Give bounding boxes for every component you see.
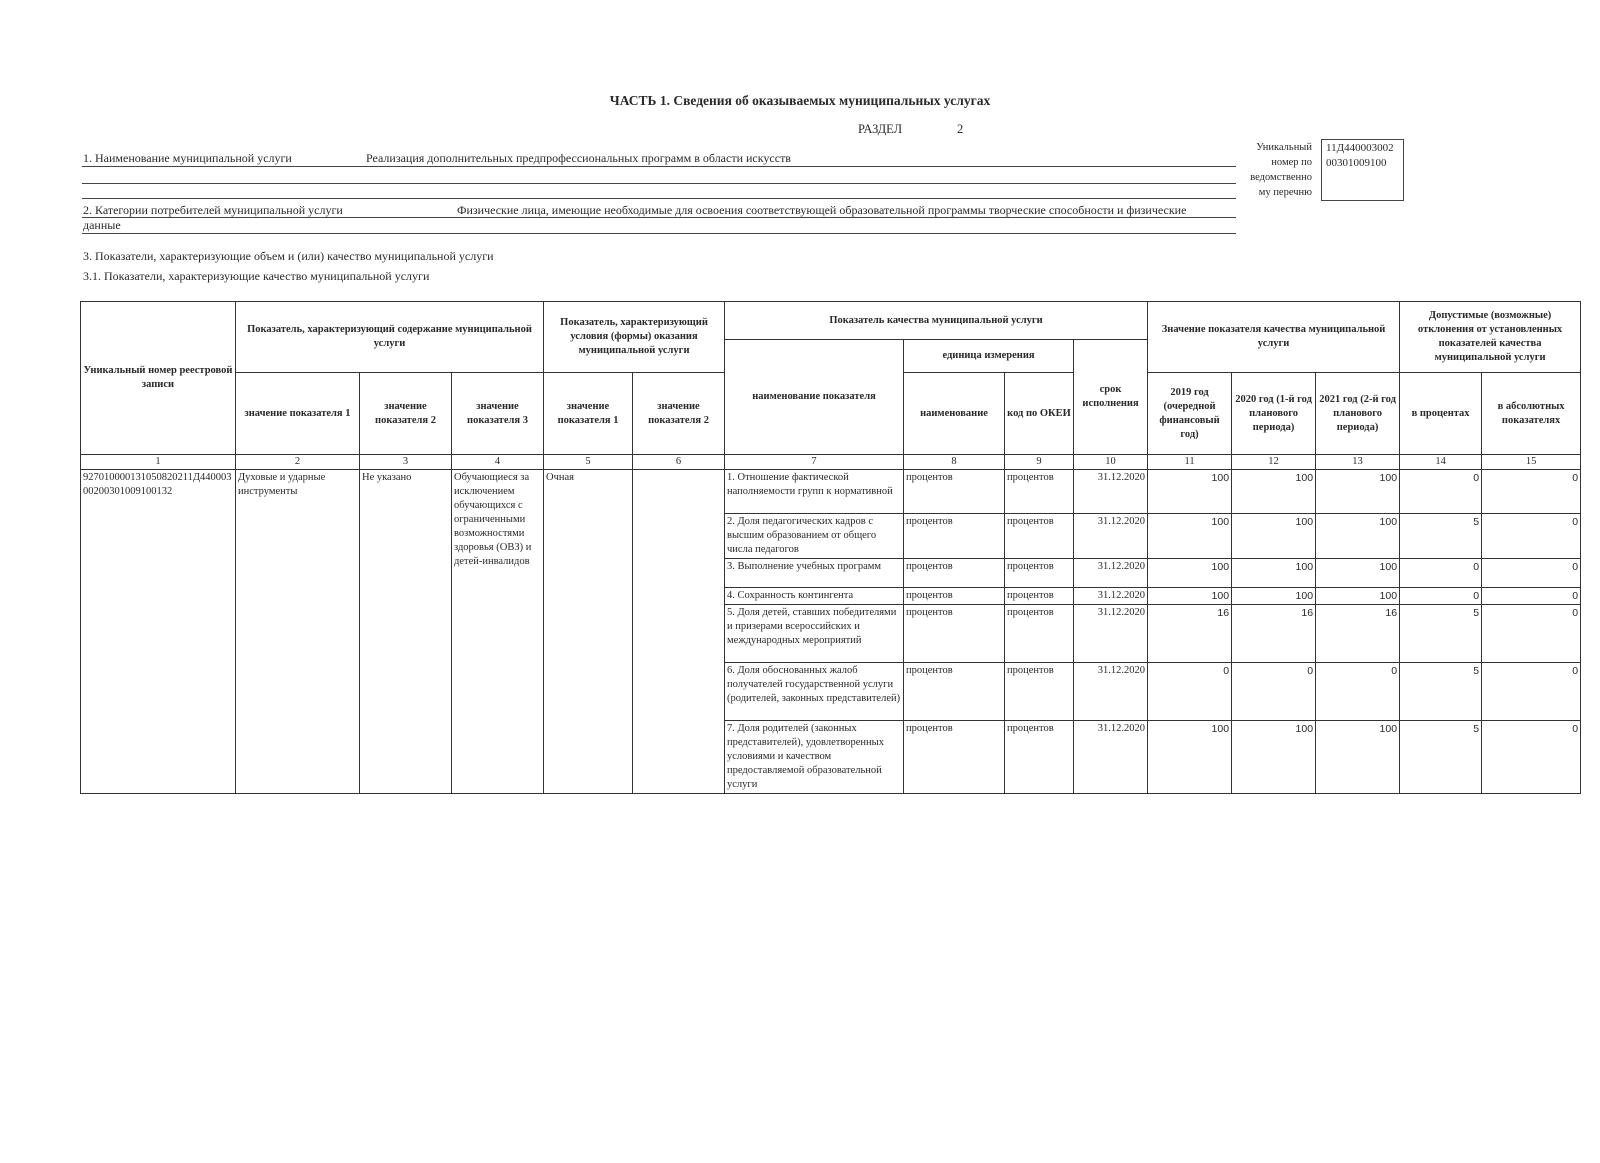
record-cond-1: Очная [544,470,633,794]
value-2021: 0 [1316,663,1400,721]
indicator-name: 5. Доля детей, ставших победителями и призерами всероссийских и международных мероприятий [725,605,904,663]
consumers-value: Физические лица, имеющие необходимые для освоения соответствующей образовательной программы творческие способности и физические [457,203,1187,217]
deviation-percent: 0 [1400,470,1482,514]
unit-name: процентов [904,559,1005,588]
service-name-label: 1. Наименование муниципальной услуги [83,151,292,165]
header-cond-2: значение показателя 2 [633,373,725,455]
value-2019: 16 [1148,605,1232,663]
value-2021: 100 [1316,721,1400,794]
header-unique-record: Уникальный номер реестровой записи [81,302,236,455]
okei: процентов [1005,663,1074,721]
underline [82,183,1236,184]
col-num: 6 [633,455,725,470]
header-quality-group: Показатель качества муниципальной услуги [725,302,1148,340]
table-row [81,470,1581,514]
deadline: 31.12.2020 [1074,470,1148,514]
deviation-percent: 5 [1400,663,1482,721]
value-2020: 100 [1232,588,1316,605]
page-title: ЧАСТЬ 1. Сведения об оказываемых муниципальных услугах [609,93,991,108]
underline [82,233,1236,234]
unit-name: процентов [904,514,1005,559]
unique-number-box: 11Д440003002 00301009100 [1321,139,1404,201]
value-2019: 0 [1148,663,1232,721]
deviation-percent: 0 [1400,559,1482,588]
okei: процентов [1005,605,1074,663]
col-num: 10 [1074,455,1148,470]
okei: процентов [1005,470,1074,514]
record-content-1: Духовые и ударные инструменты [236,470,360,794]
value-2021: 16 [1316,605,1400,663]
header-absolute: в абсолютных показателях [1482,373,1581,455]
record-content-3: Обучающиеся за исключением обучающихся с ограниченными возможностями здоровья (ОВЗ) и детей-инвалидов [452,470,544,794]
header-2021: 2021 год (2-й год планового периода) [1316,373,1400,455]
col-num: 7 [725,455,904,470]
deviation-absolute: 0 [1482,663,1581,721]
col-num: 14 [1400,455,1482,470]
service-name-value: Реализация дополнительных предпрофессиональных программ в области искусств [366,151,791,165]
unit-name: процентов [904,721,1005,794]
indicator-name: 6. Доля обоснованных жалоб получателей государственной услуги (родителей, законных представителей) [725,663,904,721]
quality-indicators-table [80,301,1581,794]
header-percent: в процентах [1400,373,1482,455]
value-2020: 100 [1232,514,1316,559]
value-2021: 100 [1316,470,1400,514]
record-unique-number: 927010000131050820211Д44000300200301009100132 [81,470,236,794]
indicators-heading: 3. Показатели, характеризующие объем и (или) качество муниципальной услуги [83,249,494,263]
header-unit-name: наименование [904,373,1005,455]
consumers-value-cont: данные [83,218,121,232]
deviation-percent: 5 [1400,605,1482,663]
value-2020: 100 [1232,559,1316,588]
value-2021: 100 [1316,559,1400,588]
value-2020: 0 [1232,663,1316,721]
value-2019: 100 [1148,514,1232,559]
consumers-label: 2. Категории потребителей муниципальной услуги [83,203,343,217]
value-2020: 100 [1232,721,1316,794]
value-2019: 100 [1148,721,1232,794]
unit-name: процентов [904,605,1005,663]
okei: процентов [1005,588,1074,605]
header-okei: код по ОКЕИ [1005,373,1074,455]
okei: процентов [1005,559,1074,588]
deviation-absolute: 0 [1482,514,1581,559]
unit-name: процентов [904,588,1005,605]
col-num: 15 [1482,455,1581,470]
indicator-name: 4. Сохранность контингента [725,588,904,605]
deadline: 31.12.2020 [1074,721,1148,794]
underline [82,217,1236,218]
okei: процентов [1005,721,1074,794]
col-num: 9 [1005,455,1074,470]
col-num: 5 [544,455,633,470]
header-deviation-group: Допустимые (возможные) отклонения от установленных показателей качества муниципальной услуги [1400,302,1581,373]
col-num: 8 [904,455,1005,470]
deviation-absolute: 0 [1482,588,1581,605]
okei: процентов [1005,514,1074,559]
value-2019: 100 [1148,559,1232,588]
unit-name: процентов [904,470,1005,514]
deviation-percent: 5 [1400,514,1482,559]
section-number: 2 [957,122,964,136]
deviation-absolute: 0 [1482,470,1581,514]
unit-name: процентов [904,663,1005,721]
value-2021: 100 [1316,514,1400,559]
deviation-percent: 0 [1400,588,1482,605]
unique-number-label: Уникальный номер по ведомственно му перечню [1250,142,1312,198]
indicator-name: 2. Доля педагогических кадров с высшим образованием от общего числа педагогов [725,514,904,559]
indicator-name: 3. Выполнение учебных программ [725,559,904,588]
indicator-name: 1. Отношение фактической наполняемости групп к нормативной [725,470,904,514]
col-num: 12 [1232,455,1316,470]
record-content-2: Не указано [360,470,452,794]
header-indicator-name: наименование показателя [725,340,904,455]
value-2019: 100 [1148,588,1232,605]
value-2019: 100 [1148,470,1232,514]
value-2020: 16 [1232,605,1316,663]
col-num: 11 [1148,455,1232,470]
header-content-2: значение показателя 2 [360,373,452,455]
header-unit-group: единица измерения [904,340,1074,373]
indicator-name: 7. Доля родителей (законных представителей), удовлетворенных условиями и качеством предоставляемой образовательной услуги [725,721,904,794]
header-content-1: значение показателя 1 [236,373,360,455]
underline [82,166,1236,167]
value-2020: 100 [1232,470,1316,514]
deadline: 31.12.2020 [1074,559,1148,588]
col-num: 4 [452,455,544,470]
header-deadline: срок исполнения [1074,340,1148,455]
record-cond-2 [633,470,725,794]
column-numbers-row [81,455,1581,470]
value-2021: 100 [1316,588,1400,605]
section-label: РАЗДЕЛ [858,122,903,136]
deviation-absolute: 0 [1482,605,1581,663]
deviation-absolute: 0 [1482,559,1581,588]
header-2019: 2019 год (очередной финансовый год) [1148,373,1232,455]
header-conditions-group: Показатель, характеризующий условия (формы) оказания муниципальной услуги [544,302,725,373]
col-num: 2 [236,455,360,470]
col-num: 3 [360,455,452,470]
deviation-absolute: 0 [1482,721,1581,794]
deadline: 31.12.2020 [1074,588,1148,605]
header-cond-1: значение показателя 1 [544,373,633,455]
col-num: 13 [1316,455,1400,470]
header-content-3: значение показателя 3 [452,373,544,455]
deadline: 31.12.2020 [1074,663,1148,721]
underline [82,198,1236,199]
header-value-group: Значение показателя качества муниципальной услуги [1148,302,1400,373]
header-content-group: Показатель, характеризующий содержание муниципальной услуги [236,302,544,373]
col-num: 1 [81,455,236,470]
quality-heading: 3.1. Показатели, характеризующие качество муниципальной услуги [83,269,430,283]
header-2020: 2020 год (1-й год планового периода) [1232,373,1316,455]
deadline: 31.12.2020 [1074,605,1148,663]
deadline: 31.12.2020 [1074,514,1148,559]
deviation-percent: 5 [1400,721,1482,794]
